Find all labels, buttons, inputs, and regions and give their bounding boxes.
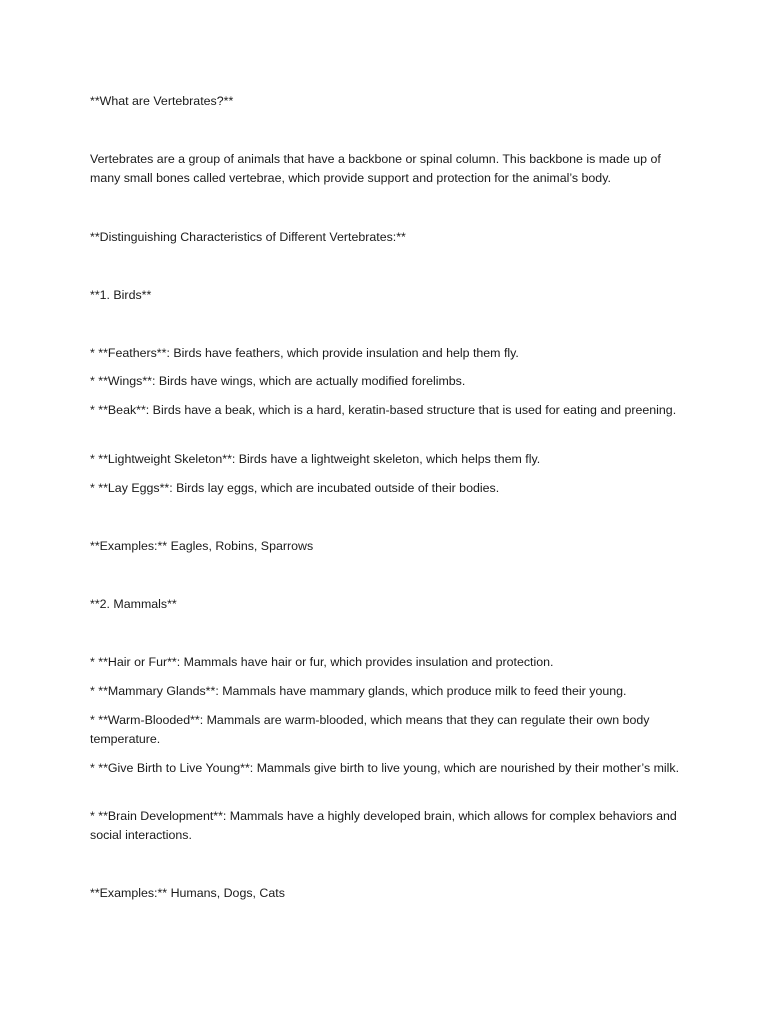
birds-item-eggs: * **Lay Eggs**: Birds lay eggs, which are incubated outside of their bodies. <box>90 481 500 495</box>
mammals-examples: **Examples:** Humans, Dogs, Cats <box>90 886 285 900</box>
mammals-item-glands: * **Mammary Glands**: Mammals have mammary glands, which produce milk to feed their young. <box>90 684 627 698</box>
mammals-item-brain: * **Brain Development**: Mammals have a highly developed brain, which allows for complex behaviors and social interactions. <box>90 809 677 842</box>
birds-item-wings: * **Wings**: Birds have wings, which are actually modified forelimbs. <box>90 374 466 388</box>
mammals-heading: **2. Mammals** <box>90 597 177 611</box>
mammals-item-hair: * **Hair or Fur**: Mammals have hair or fur, which provides insulation and protection. <box>90 655 554 669</box>
heading-what-are-vertebrates: **What are Vertebrates?** <box>90 94 234 108</box>
mammals-item-warm-blooded: * **Warm-Blooded**: Mammals are warm-blooded, which means that they can regulate their own body temperature. <box>90 713 650 746</box>
intro-paragraph: Vertebrates are a group of animals that have a backbone or spinal column. This backbone is made up of many small bones called vertebrae, which provide support and protection for the animal’s body. <box>90 152 661 185</box>
mammals-item-live-young: * **Give Birth to Live Young**: Mammals give birth to live young, which are nourished by their mother’s milk. <box>90 761 680 775</box>
birds-item-beak: * **Beak**: Birds have a beak, which is a hard, keratin-based structure that is used for eating and preening. <box>90 403 677 417</box>
birds-examples: **Examples:** Eagles, Robins, Sparrows <box>90 539 314 553</box>
birds-heading: **1. Birds** <box>90 288 152 302</box>
birds-item-skeleton: * **Lightweight Skeleton**: Birds have a lightweight skeleton, which helps them fly. <box>90 452 541 466</box>
birds-item-feathers: * **Feathers**: Birds have feathers, which provide insulation and help them fly. <box>90 346 519 360</box>
heading-characteristics: **Distinguishing Characteristics of Different Vertebrates:** <box>90 230 406 244</box>
